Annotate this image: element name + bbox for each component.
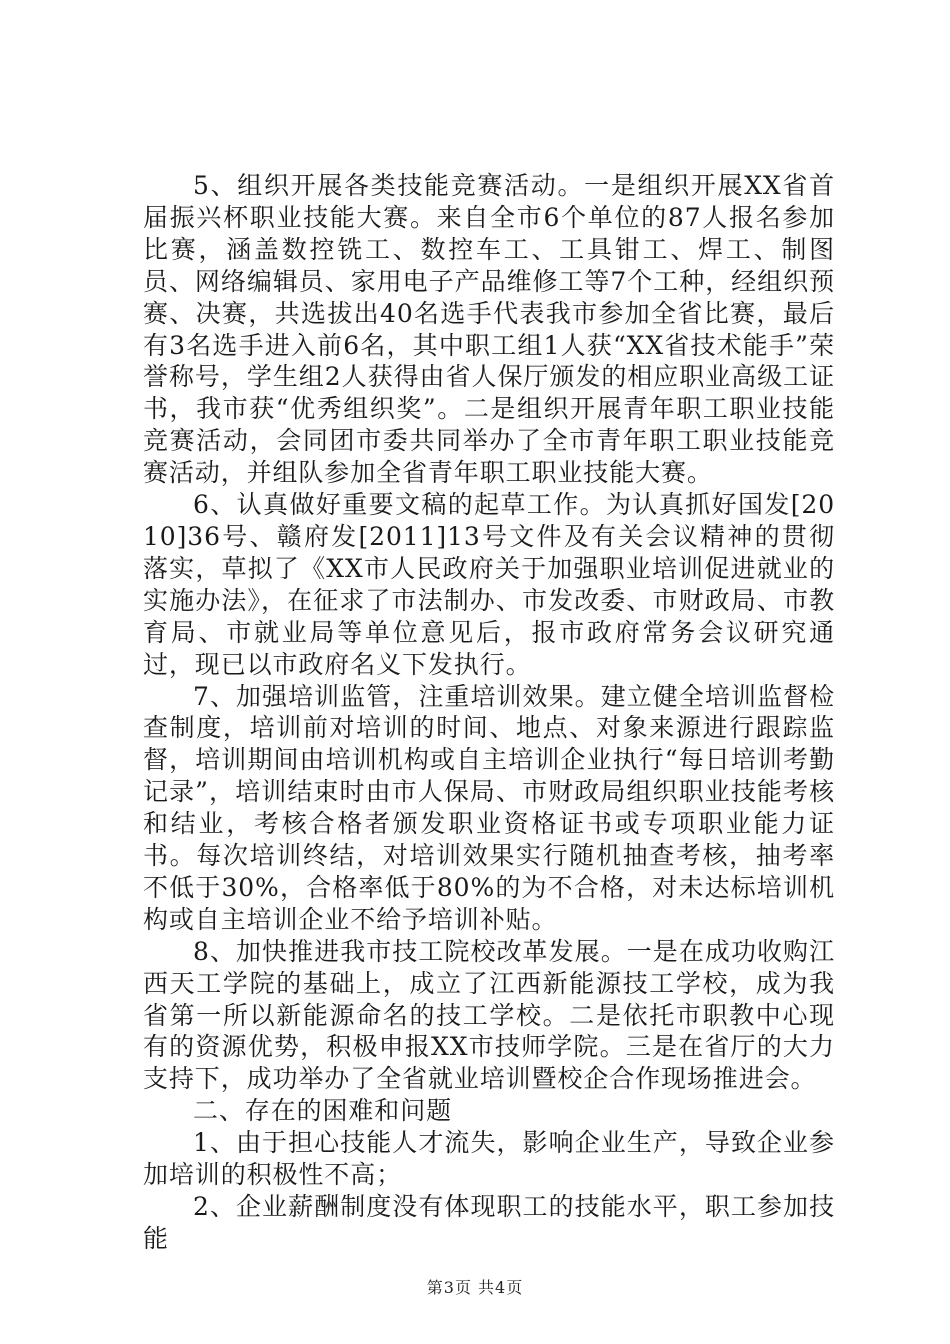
paragraph-difficulty-1: 1、由于担心技能人才流失，影响企业生产，导致企业参加培训的积极性不高； (143, 1128, 835, 1190)
paragraph-technical-school-reform: 8、加快推进我市技工院校改革发展。一是在成功收购江西天工学院的基础上，成立了江西新能源技工学校，成为我省第一所以新能源命名的技工学校。二是依托市职教中心现有的资源优势，积极申报XX市技师学院。三是在省厅的大力支持下，成功举办了全省就业培训暨校企合作现场推进会。 (143, 936, 835, 1094)
page-footer: 第3页 共4页 (426, 1278, 524, 1297)
paragraph-drafting-documents: 6、认真做好重要文稿的起草工作。为认真抓好国发[2010]36号、赣府发[2011]13号文件及有关会议精神的贯彻落实，草拟了《XX市人民政府关于加强职业培训促进就业的实施办法》，在征求了市法制办、市发改委、市财政局、市教育局、市就业局等单位意见后，报市政府常务会议研究通过，现已以市政府名义下发执行。 (143, 490, 835, 679)
paragraph-training-supervision: 7、加强培训监管，注重培训效果。建立健全培训监督检查制度，培训前对培训的时间、地点、对象来源进行跟踪监督，培训期间由培训机构或自主培训企业执行“每日培训考勤记录”，培训结束时由市人保局、市财政局组织职业技能考核和结业，考核合格者颁发职业资格证书或专项职业能力证书。每次培训终结，对培训效果实行随机抽查考核，抽考率不低于30%，合格率低于80%的为不合格，对未达标培训机构或自主培训企业不给予培训补贴。 (143, 681, 835, 934)
paragraph-skills-competition: 5、组织开展各类技能竞赛活动。一是组织开展XX省首届振兴杯职业技能大赛。来自全市6个单位的87人报名参加比赛，涵盖数控铣工、数控车工、工具钳工、焊工、制图员、网络编辑员、家用电子产品维修工等7个工种，经组织预赛、决赛，共选拔出40名选手代表我市参加全省比赛，最后有3名选手进入前6名，其中职工组1人获“XX省技术能手”荣誉称号，学生组2人获得由省人保厅颁发的相应职业高级工证书，我市获“优秀组织奖”。二是组织开展青年职工职业技能竞赛活动，会同团市委共同举办了全市青年职工职业技能竞赛活动，并组队参加全省青年职工职业技能大赛。 (143, 171, 835, 488)
section-heading-difficulties: 二、存在的困难和问题 (193, 1096, 453, 1126)
document-body (143, 170, 835, 1255)
paragraph-difficulty-2: 2、企业薪酬制度没有体现职工的技能水平，职工参加技能 (143, 1192, 835, 1253)
